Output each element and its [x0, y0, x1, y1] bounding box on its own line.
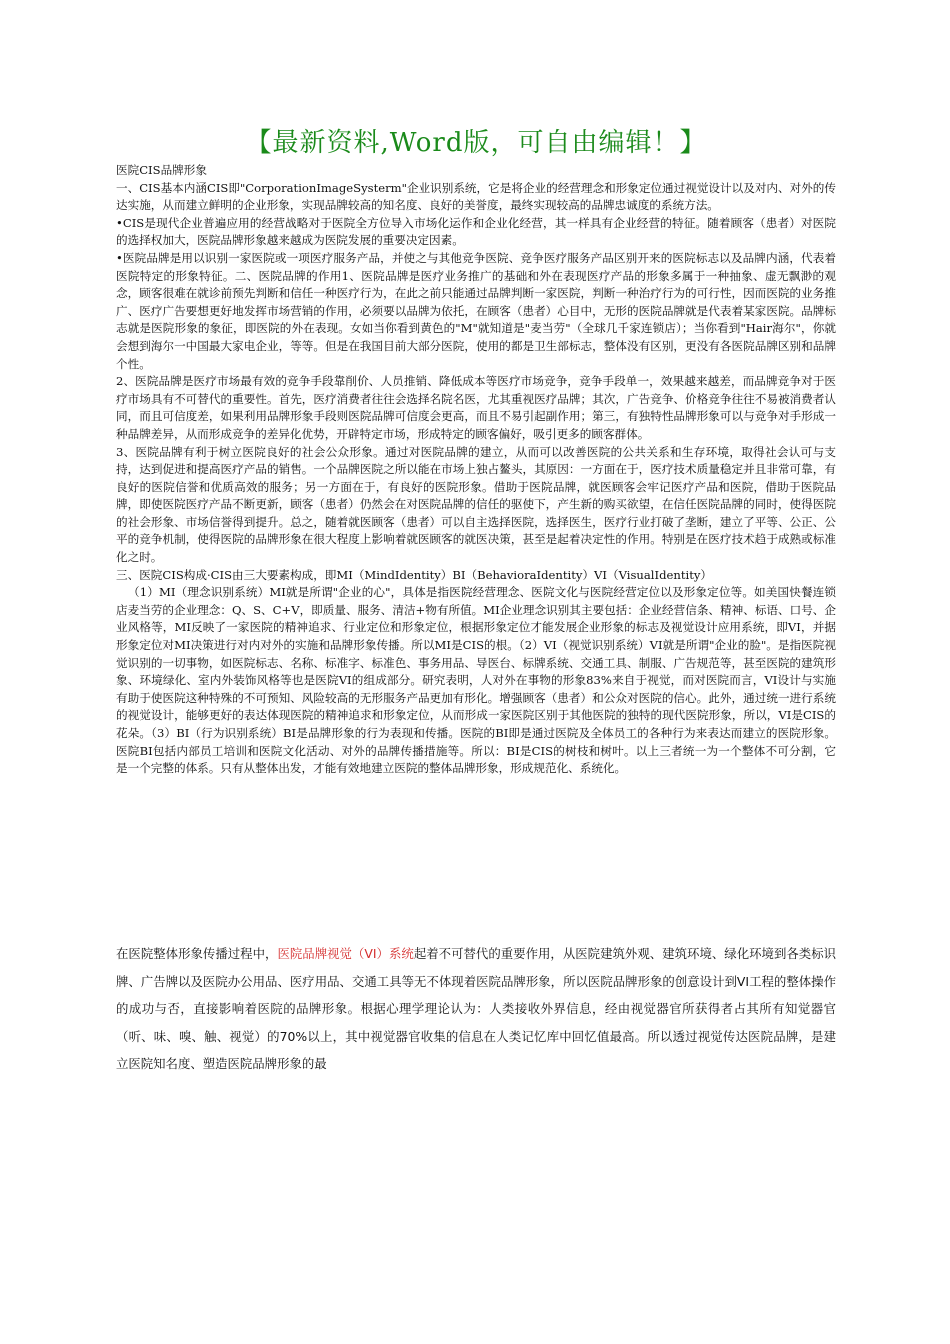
vi-section — [116, 940, 836, 1078]
vi-text-before: 在医院整体形象传播过程中， — [116, 946, 278, 961]
paragraph-cis-components: 三、医院CIS构成·CIS由三大要素构成，即MI（MindIdentity）BI（BehavioraIdentity）VI（VisualIdentity） — [116, 567, 712, 582]
article-body — [116, 162, 836, 778]
paragraph-cis-strategy: •CIS是现代企业普遍应用的经营战略对于医院全方位导入市场化运作和企业化经营，其一样具有企业经营的特征。随着顾客（患者）对医院的选择权加大，医院品牌形象越来越成为医院发展的重要决定因素。 — [116, 215, 836, 248]
paragraph-brand-role-3: 3、医院品牌有利于树立医院良好的社会公众形象。通过对医院品牌的建立，从而可以改善医院的公共关系和生存环境，取得社会认可与支持，达到促进和提高医疗产品的销售。一个品牌医院之所以能在市场上独占鳌头，其原因：一方面在于，医疗技术质量稳定并且非常可靠，有良好的医院信誉和优质高效的服务；另一方面在于，有良好的医院形象。借助于医院品牌，就医顾客会牢记医疗产品和医院，借助于医院品牌，即使医院医疗产品不断更新，顾客（患者）仍然会在对医院品牌的信任的驱使下，产生新的购买欲望，在信任医院品牌的同时，使得医院的社会形象、市场信誉得到提升。总之，随着就医顾客（患者）可以自主选择医院，选择医生，医疗行业打破了垄断，建立了平等、公正、公平的竞争机制，使得医院的品牌形象在很大程度上影响着就医顾客的就医决策，甚至是起着决定性的作用。特别是在医疗技术趋于成熟或标准化之时。 — [116, 444, 836, 565]
paragraph-brand-role-1: •医院品牌是用以识别一家医院或一项医疗服务产品，并使之与其他竞争医院、竞争医疗服务产品区别开来的医院标志以及品牌内涵，代表着医院特定的形象特征。二、医院品牌的作用1、医院品牌是医疗业务推广的基础和外在表现医疗产品的形象多属于一种抽象、虚无飘渺的观念，顾客很难在就诊前预先判断和信任一种医疗行为，在此之前只能通过品牌判断一家医院，判断一种治疗行为的可行性，因而医院的业务推广、医疗广告要想更好地发挥市场营销的作用，必须要以品牌为依托，在顾客（患者）心目中，无形的医院品牌就是代表着某家医院。品牌标志就是医院形象的象征，即医院的外在表现。女如当你看到黄色的"M"就知道是"麦当劳"（全球几千家连锁店）；当你看到"Hair海尔"，你就会想到海尔一中国最大家电企业，等等。但是在我国目前大部分医院，使用的都是卫生部标志，整体没有区别，更没有各医院品牌区别和品牌个性。 — [116, 250, 836, 371]
paragraph-brand-role-2: 2、医院品牌是医疗市场最有效的竞争手段靠削价、人员推销、降低成本等医疗市场竞争，竞争手段单一，效果越来越差，而品牌竞争对于医疗市场具有不可替代的重要性。首先，医疗消费者往往会选择名院名医，尤其重视医疗品牌；其次，广告竞争、价格竞争往往不易被消费者认同，而且可信度差，如果利用品牌形象手段则医院品牌可信度会更高，而且不易引起副作用；第三，有独特性品牌形象可以与竞争对手形成一种品牌差异，从而形成竞争的差异化优势，开辟特定市场，形成特定的顾客偏好，吸引更多的顾客群体。 — [116, 374, 836, 441]
article-title: 医院CIS品牌形象 — [116, 163, 207, 177]
vi-system-link[interactable]: 医院品牌视觉（VI）系统 — [277, 946, 414, 961]
vi-text-after: 起着不可替代的重要作用，从医院建筑外观、建筑环境、绿化环境到各类标识牌、广告牌以及医院办公用品、医疗用品、交通工具等无不体现着医院品牌形象，所以医院品牌形象的创意设计到VI工程的整体操作的成功与否，直接影响着医院的品牌形象。根据心理学理论认为：人类接收外界信息，经由视觉器官所获得者占其所有知觉器官（听、味、嗅、触、视觉）的70%以上，其中视觉器官收集的信息在人类记忆库中回忆值最高。所以透过视觉传达医院品牌，是建立医院知名度、塑造医院品牌形象的最 — [116, 946, 837, 1071]
paragraph-cis-definition: 一、CIS基本内涵CIS即"CorporationImageSysterm"企业识别系统，它是将企业的经营理念和形象定位通过视觉设计以及对内、对外的传达实施，从而建立鲜明的企业形象，实现品牌较高的知名度、良好的美誉度，最终实现较高的品牌忠诚度的系统方法。 — [116, 180, 836, 213]
paragraph-mi-vi-bi: （1）MI（理念识别系统）MI就是所谓"企业的心"，具体是指医院经营理念、医院文化与医院经营定位以及形象定位等。如美国快餐连锁店麦当劳的企业理念：Q、S、C+V，即质量、服务、清洁+物有所值。MI企业理念识别其主要包括：企业经营信条、精神、标语、口号、企业风格等，MI反映了一家医院的精神追求、行业定位和形象定位，根据形象定位才能发展企业形象的标志及视觉设计应用系统，即VI，并据形象定位对MI决策进行对内对外的实施和品牌形象传播。所以MI是CIS的根。（2）VI（视觉识别系统）VI就是所谓"企业的脸"。是指医院视觉识别的一切事物，如医院标志、名称、标准字、标准色、事务用品、导医台、标牌系统、交通工具、制服、广告规范等，甚至医院的建筑形象、环境绿化、室内外装饰风格等也是医院VI的组成部分。研究表明，人对外在事物的形象83%来自于视觉，而对医院而言，VI设计与实施有助于使医院这种特殊的不可预知、风险较高的无形服务产品更加有形化。增强顾客（患者）和公众对医院的信心。此外，通过统一进行系统的视觉设计，能够更好的表达体现医院的精神追求和形象定位，从而形成一家医院区别于其他医院的独特的现代医院形象，所以，VI是CIS的花朵。（3）BI（行为识别系统）BI是品牌形象的行为表现和传播。医院的BI即是通过医院及全体员工的各种行为来表达而建立的医院形象。医院BI包括内部员工培训和医院文化活动、对外的品牌传播措施等。所以：BI是CIS的树枝和树叶。以上三者统一为一个整体不可分割，它是一个完整的体系。只有从整体出发，才能有效地建立医院的整体品牌形象，形成规范化、系统化。 — [116, 585, 836, 776]
document-page — [116, 0, 836, 1344]
editable-banner: 【最新资料,Word版，可自由编辑！】 — [245, 128, 707, 158]
vi-paragraph — [116, 940, 836, 1078]
